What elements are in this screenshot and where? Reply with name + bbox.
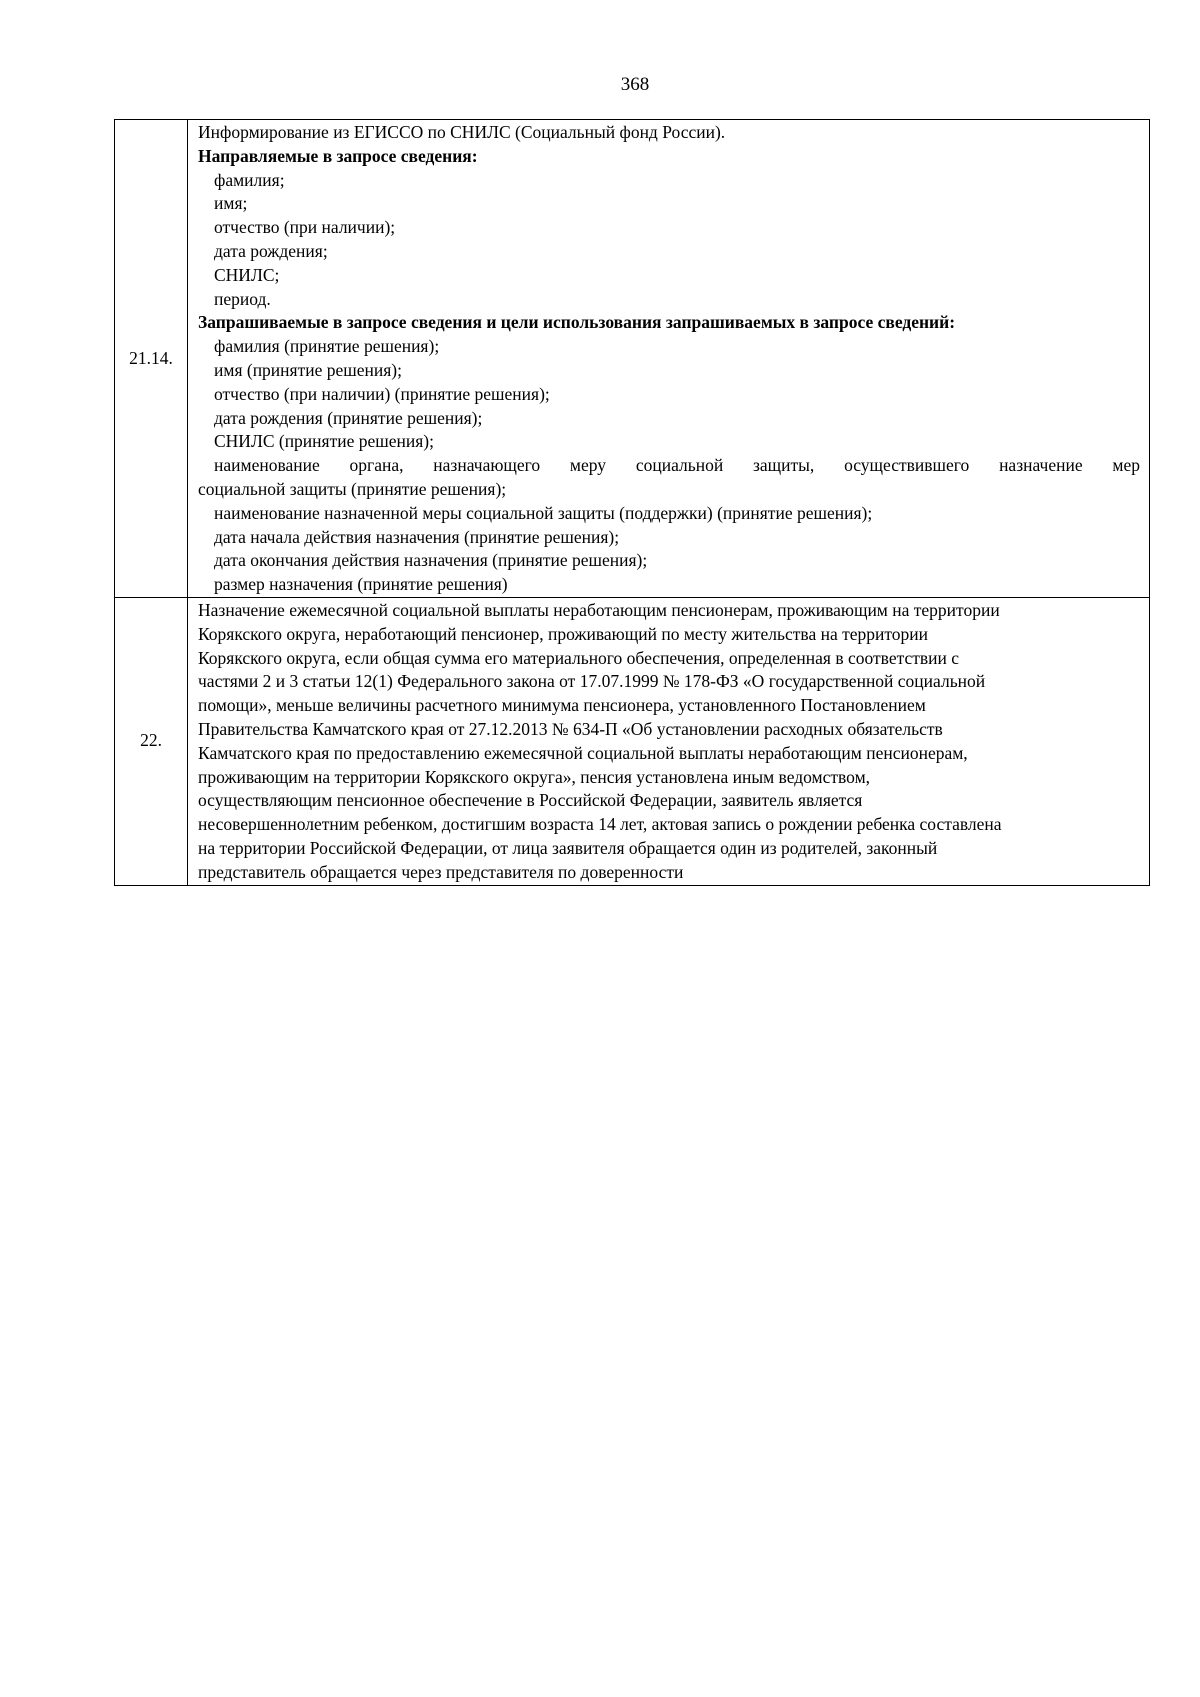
paragraph-line: осуществляющим пенсионное обеспечение в Российской Федерации, заявитель является [198,790,863,811]
list-item: дата начала действия назначения (принятие решения); [214,526,620,547]
list-item: период. [214,288,271,309]
list-item-wrapped-line: социальной защиты (принятие решения); [198,478,507,499]
list-item: размер назначения (принятие решения) [214,574,508,595]
list-item: дата окончания действия назначения (принятие решения); [214,550,648,571]
paragraph-line: Корякского округа, если общая сумма его материального обеспечения, определенная в соответствии с [198,647,960,668]
row-number: 22. [115,597,188,885]
paragraph-line: Камчатского края по предоставлению ежемесячной социальной выплаты неработающим пенсионерам, [198,742,968,763]
list-item: фамилия; [214,169,285,190]
row-number: 21.14. [115,120,188,598]
document-table [114,119,1150,886]
list-item: фамилия (принятие решения); [214,336,440,357]
list-item: отчество (при наличии); [214,217,396,238]
paragraph-line: Назначение ежемесячной социальной выплаты неработающим пенсионерам, проживающим на территории [198,599,1000,620]
paragraph-line: Корякского округа, неработающий пенсионер, проживающий по месту жительства на территории [198,623,929,644]
table-row [115,120,1150,598]
list-item: СНИЛС (принятие решения); [214,431,434,452]
paragraph-line: несовершеннолетним ребенком, достигшим возраста 14 лет, актовая запись о рождении ребенка составлена [198,814,1002,835]
list-item: дата рождения (принятие решения); [214,407,483,428]
paragraph-line: проживающим на территории Корякского округа», пенсия установлена иным ведомством, [198,766,871,787]
page-number: 368 [620,74,650,95]
list-item: имя; [214,193,248,214]
list-item: СНИЛС; [214,264,280,285]
paragraph-line: представитель обращается через представителя по доверенности [198,861,684,882]
sent-heading: Направляемые в запросе сведения: [198,145,478,166]
list-item: имя (принятие решения); [214,359,402,380]
row-content [188,120,1150,598]
paragraph-line: частями 2 и 3 статьи 12(1) Федерального закона от 17.07.1999 № 178-ФЗ «О государственной социальной [198,671,986,692]
row-content [188,597,1150,885]
list-item: отчество (при наличии) (принятие решения); [214,383,550,404]
row-intro: Информирование из ЕГИССО по СНИЛС (Социальный фонд России). [198,122,726,142]
paragraph-line: Правительства Камчатского края от 27.12.2013 № 634-П «Об установлении расходных обязательств [198,718,943,739]
paragraph-line: на территории Российской Федерации, от лица заявителя обращается один из родителей, законный [198,837,938,858]
list-item: наименование назначенной меры социальной защиты (поддержки) (принятие решения); [214,502,873,523]
list-item: дата рождения; [214,240,328,261]
paragraph-line: помощи», меньше величины расчетного минимума пенсионера, установленного Постановлением [198,695,926,716]
requested-heading: Запрашиваемые в запросе сведения и цели использования запрашиваемых в запросе сведений: [198,312,956,333]
list-item-wrapped-line: наименование органа, назначающего меру социальной защиты, осуществившего назначение мер [214,455,1140,476]
table-row [115,597,1150,885]
